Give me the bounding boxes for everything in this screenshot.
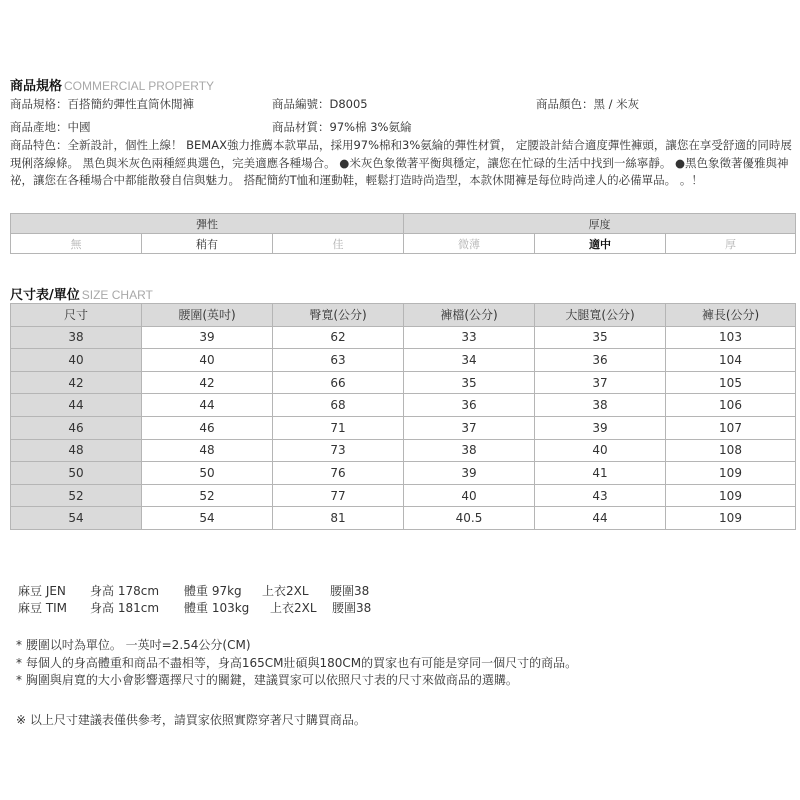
cell-waist: 44 [142,394,273,417]
cell-hip: 63 [273,349,404,372]
cell-hip: 66 [273,371,404,394]
thickness-option-thick: 厚 [666,234,796,254]
cell-thigh: 38 [535,394,666,417]
cell-thigh: 35 [535,326,666,349]
model-row [18,583,371,600]
cell-size: 44 [11,394,142,417]
table-row [11,349,796,372]
cell-size: 48 [11,439,142,462]
cell-rise: 33 [404,326,535,349]
product-material: 商品材質：97%棉 3%氨綸 [272,120,412,134]
size-chart-title-zh: 尺寸表/單位 [10,288,80,303]
cell-rise: 34 [404,349,535,372]
model-waist: 腰圍38 [332,601,372,615]
model-name: 麻豆 JEN [18,584,66,598]
cell-length: 106 [666,394,796,417]
cell-rise: 38 [404,439,535,462]
thickness-option-medium: 適中 [535,234,666,254]
thickness-option-thin: 微薄 [404,234,535,254]
header-rise: 褲檔(公分) [404,304,535,327]
size-chart-heading [10,284,153,303]
model-waist: 腰圍38 [330,584,370,598]
model-top-size: 上衣2XL [262,584,309,598]
cell-thigh: 44 [535,507,666,530]
cell-length: 109 [666,507,796,530]
cell-waist: 54 [142,507,273,530]
cell-waist: 52 [142,484,273,507]
cell-hip: 68 [273,394,404,417]
model-weight: 體重 103kg [184,601,250,615]
property-table [10,213,796,254]
model-top-size: 上衣2XL [270,601,317,615]
product-spec: 商品規格：百搭簡約彈性直筒休閒褲 [10,97,194,111]
cell-thigh: 37 [535,371,666,394]
cell-length: 108 [666,439,796,462]
cell-size: 46 [11,416,142,439]
note-item: * 胸圍與肩寬的大小會影響選擇尺寸的關鍵，建議買家可以依照尺寸表的尺寸來做商品的選購。 [16,673,518,687]
cell-waist: 40 [142,349,273,372]
cell-length: 107 [666,416,796,439]
elasticity-option-good: 佳 [273,234,404,254]
size-chart-header-row [11,304,796,327]
cell-rise: 39 [404,462,535,485]
model-height: 身高 181cm [90,601,160,615]
header-hip: 臀寬(公分) [273,304,404,327]
cell-size: 40 [11,349,142,372]
cell-waist: 39 [142,326,273,349]
header-size: 尺寸 [11,304,142,327]
size-chart-title-en: SIZE CHART [81,288,153,302]
cell-thigh: 40 [535,439,666,462]
thickness-label: 厚度 [404,214,796,234]
cell-length: 105 [666,371,796,394]
table-row [11,484,796,507]
table-row [11,416,796,439]
cell-thigh: 41 [535,462,666,485]
cell-hip: 73 [273,439,404,462]
commercial-title-zh: 商品規格 [10,79,63,94]
elasticity-label: 彈性 [11,214,404,234]
size-chart-table [10,303,796,530]
product-description: 商品特色：全新設計，個性上線！ BEMAX強力推薦本款單品，採用97%棉和3%氨綸的彈性材質， 定腰設計結合適度彈性褲頭，讓您在享受舒適的同時展現俐落線條。 黑色與米灰色兩種經典選色，完美適應各種場合。 ●米灰色象徵著平衡與穩定，讓您在忙碌的生活中找到一絲寧靜。 ●黑色象徵著優雅與神祕，讓您在各種場合中都能散發自信與魅力。 搭配簡約T恤和運動鞋，輕鬆打造時尚造型，本款休閒褲是每位時尚達人的必備單品。 。！ [10,138,792,187]
table-row [11,326,796,349]
model-weight: 體重 97kg [184,584,242,598]
cell-thigh: 39 [535,416,666,439]
table-row [11,371,796,394]
cell-length: 109 [666,462,796,485]
note-item: * 腰圍以吋為單位。 一英吋=2.54公分(CM) [16,638,251,652]
cell-length: 103 [666,326,796,349]
cell-rise: 37 [404,416,535,439]
table-row [11,394,796,417]
cell-length: 104 [666,349,796,372]
model-info [18,583,371,617]
table-row [11,462,796,485]
cell-rise: 36 [404,394,535,417]
product-origin: 商品產地：中國 [10,120,91,134]
cell-rise: 35 [404,371,535,394]
cell-rise: 40.5 [404,507,535,530]
disclaimer: ※ 以上尺寸建議表僅供參考，請買家依照實際穿著尺寸購買商品。 [16,713,366,727]
table-row [11,507,796,530]
header-waist: 腰圍(英吋) [142,304,273,327]
cell-waist: 50 [142,462,273,485]
model-name: 麻豆 TIM [18,601,68,615]
cell-size: 42 [11,371,142,394]
cell-hip: 81 [273,507,404,530]
model-height: 身高 178cm [90,584,160,598]
cell-thigh: 36 [535,349,666,372]
cell-waist: 46 [142,416,273,439]
commercial-title-en: COMMERCIAL PROPERTY [64,79,215,93]
header-thigh: 大腿寬(公分) [535,304,666,327]
cell-hip: 71 [273,416,404,439]
cell-size: 38 [11,326,142,349]
cell-waist: 48 [142,439,273,462]
cell-rise: 40 [404,484,535,507]
model-row [18,600,371,617]
cell-size: 50 [11,462,142,485]
commercial-property-heading [10,75,214,94]
cell-waist: 42 [142,371,273,394]
cell-size: 54 [11,507,142,530]
header-length: 褲長(公分) [666,304,796,327]
elasticity-option-slight: 稍有 [142,234,273,254]
cell-hip: 76 [273,462,404,485]
cell-length: 109 [666,484,796,507]
cell-hip: 62 [273,326,404,349]
product-code: 商品編號：D8005 [272,97,368,111]
note-item: * 每個人的身高體重和商品不盡相等，身高165CM壯碩與180CM的買家也有可能是穿同一個尺寸的商品。 [16,655,578,670]
cell-size: 52 [11,484,142,507]
product-color: 商品顏色：黑 / 米灰 [536,97,640,111]
table-row [11,439,796,462]
cell-hip: 77 [273,484,404,507]
cell-thigh: 43 [535,484,666,507]
size-notes [16,637,577,690]
elasticity-option-none: 無 [11,234,142,254]
